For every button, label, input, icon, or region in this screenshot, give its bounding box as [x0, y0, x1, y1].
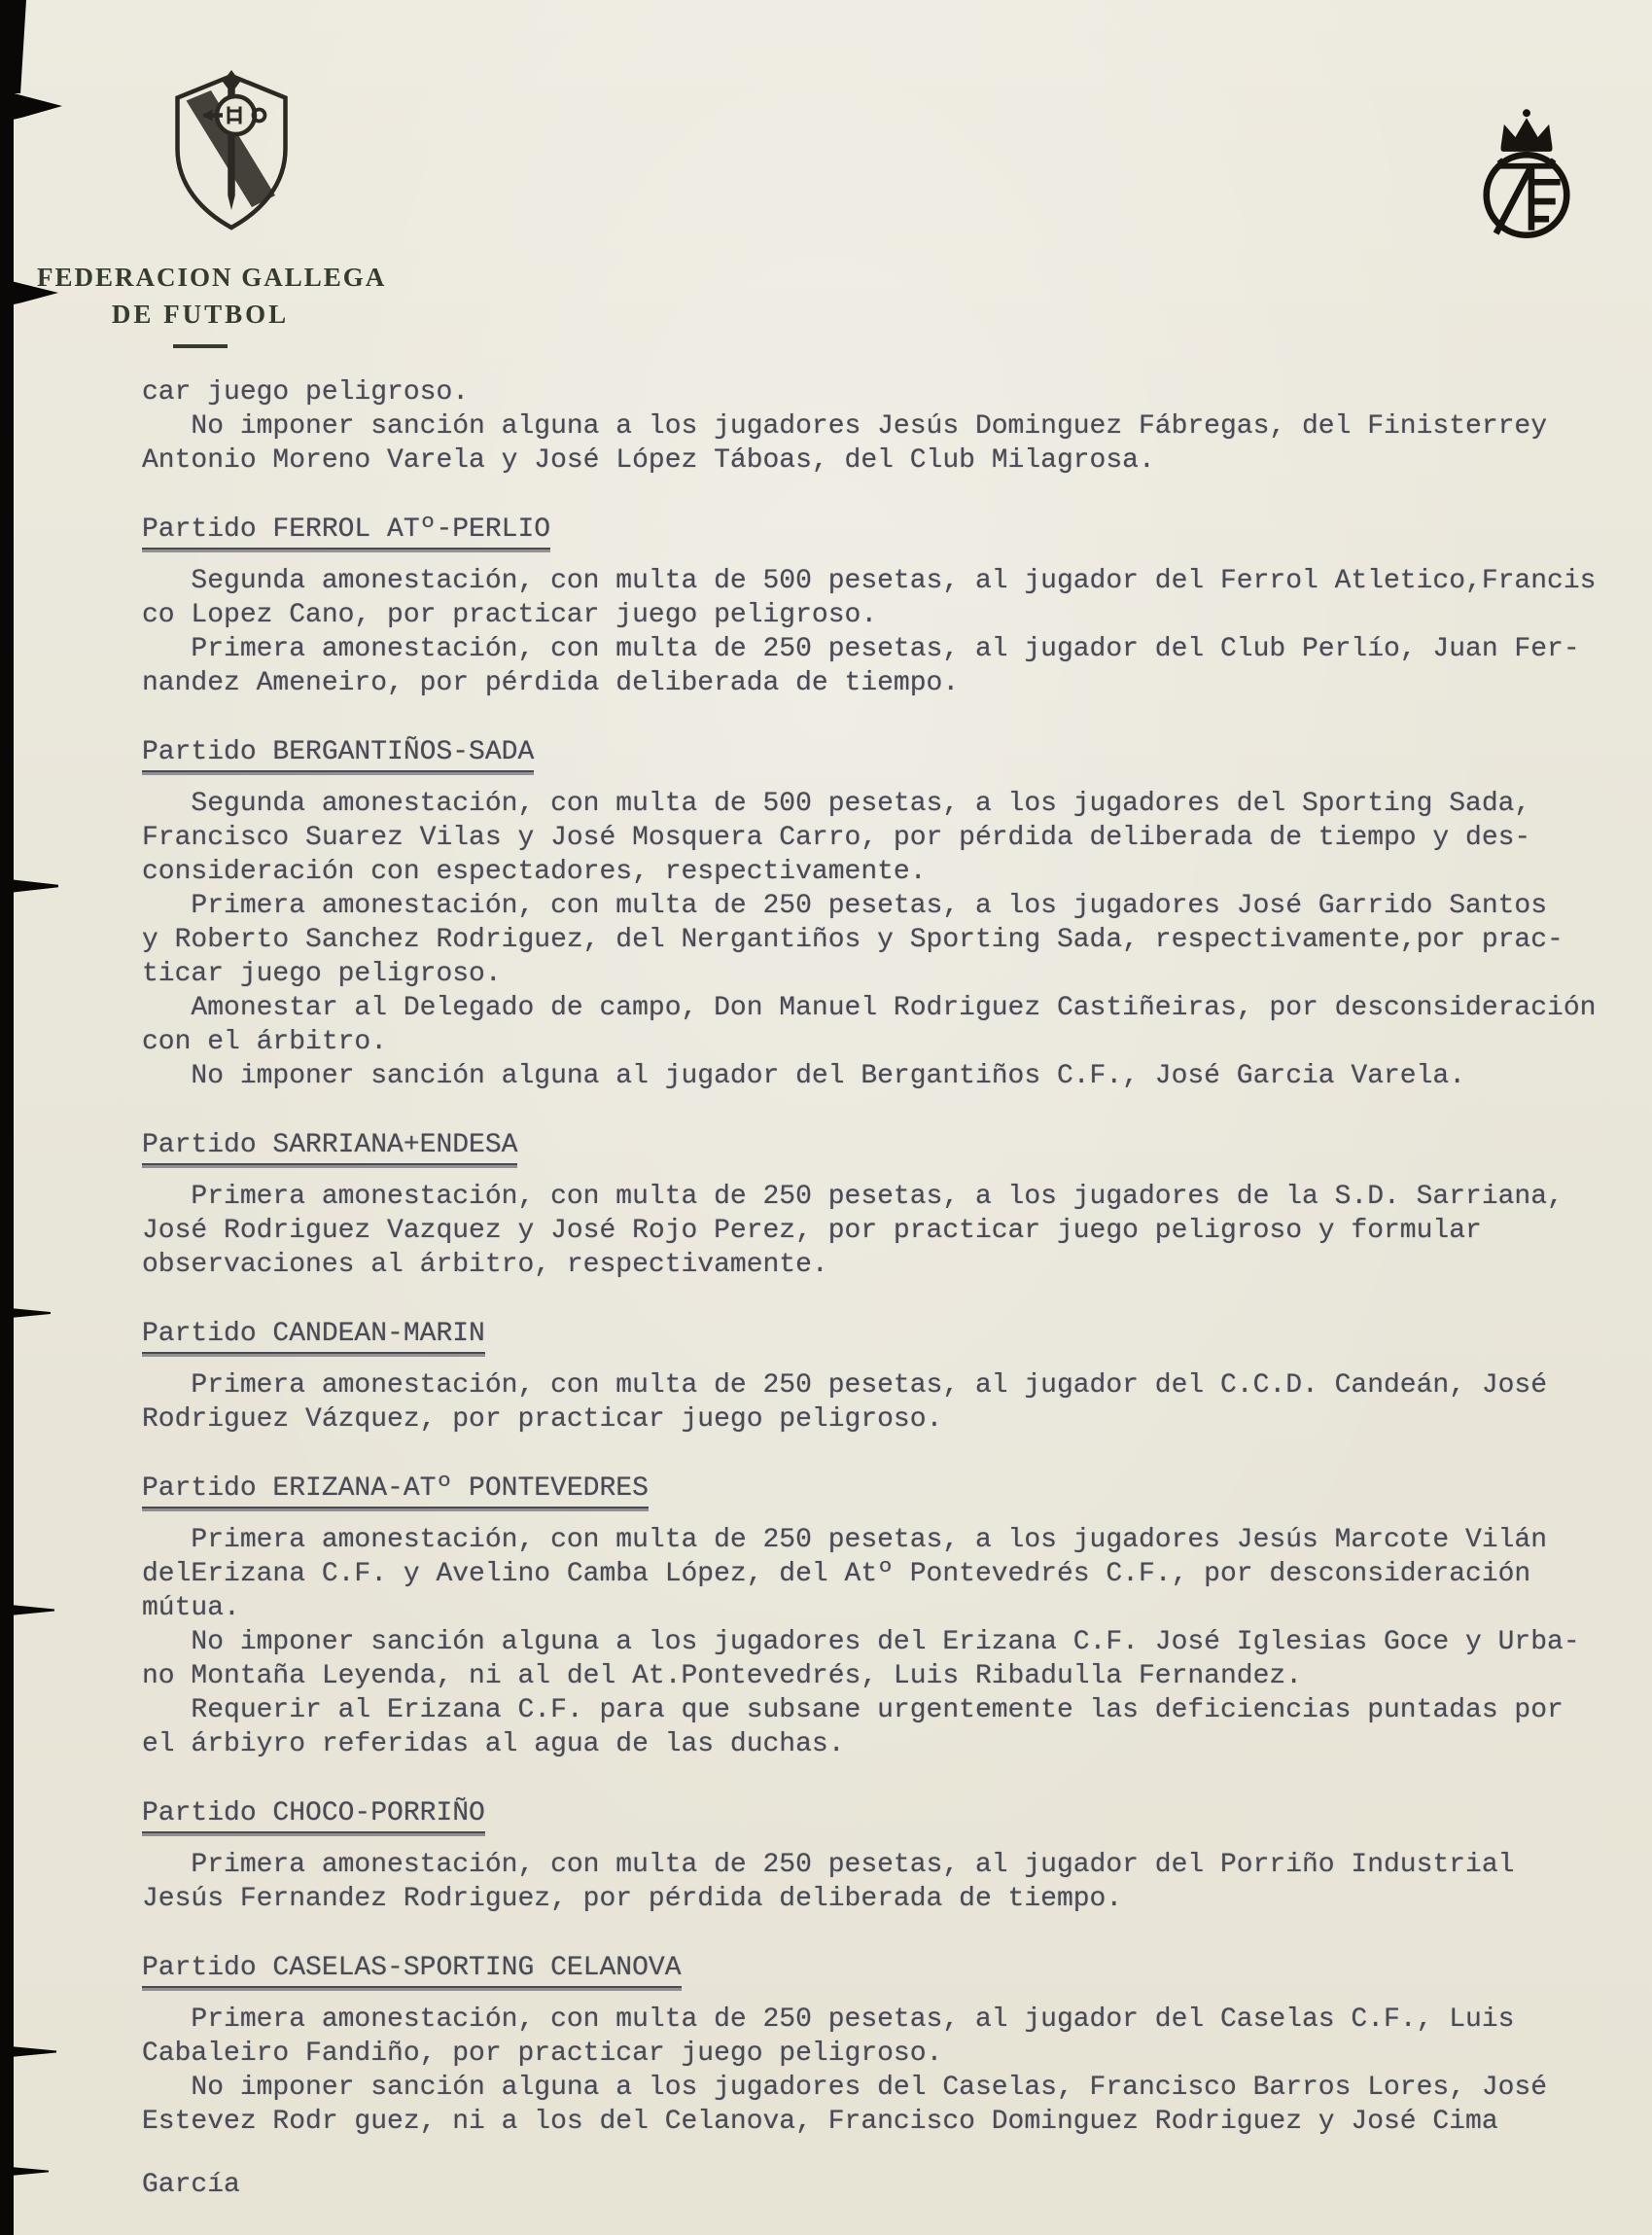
letterhead-line1: FEDERACION GALLEGA	[37, 263, 387, 292]
body-line: Primera amonestación, con multa de 250 pesetas, a los jugadores José Garrido Santos	[142, 891, 1548, 921]
body-line: Rodriguez Vázquez, por practicar juego peligroso.	[142, 1404, 943, 1435]
body-line: Cabaleiro Fandiño, por practicar juego peligroso.	[142, 2039, 943, 2069]
section-heading: Partido CANDEAN-MARIN	[142, 1317, 485, 1354]
body-line: observaciones al árbitro, respectivamente.	[142, 1250, 828, 1280]
section-choco-porrino	[142, 1796, 1625, 1916]
body-line: No imponer sanción alguna a los jugadores del Caselas, Francisco Barros Lores, José	[142, 2073, 1548, 2103]
body-line: el árbiyro referidas al agua de las duchas.	[142, 1729, 845, 1759]
body-line: No imponer sanción alguna a los jugadores del Erizana C.F. José Iglesias Goce y Urba-	[142, 1627, 1580, 1657]
binding-tear	[0, 1307, 51, 1319]
body-line: Segunda amonestación, con multa de 500 pesetas, al jugador del Ferrol Atletico,Francis	[142, 566, 1597, 596]
section-heading: Partido FERROL ATº-PERLIO	[142, 513, 550, 550]
binding-tear	[0, 2166, 49, 2177]
body-line: con el árbitro.	[142, 1027, 388, 1057]
federation-shield-icon	[158, 70, 304, 238]
body-line: consideración con espectadores, respectivamente.	[142, 857, 927, 887]
body-line: Francisco Suarez Vilas y José Mosquera Carro, por pérdida deliberada de tiempo y des-	[142, 823, 1531, 853]
body-line: No imponer sanción alguna al jugador del Bergantiños C.F., José Garcia Varela.	[142, 1061, 1466, 1091]
letterhead	[37, 259, 387, 348]
section-sarriana-endesa	[142, 1128, 1625, 1282]
binding-tear	[0, 878, 58, 894]
letterhead-line2: DE FUTBOL	[111, 300, 290, 329]
section-candean-marin	[142, 1317, 1625, 1437]
section-heading: Partido SARRIANA+ENDESA	[142, 1128, 517, 1165]
body-line: Primera amonestación, con multa de 250 pesetas, al jugador del Club Perlío, Juan Fer-	[142, 634, 1580, 664]
section-heading: Partido BERGANTIÑOS-SADA	[142, 735, 534, 772]
closing-line: García	[142, 2170, 240, 2200]
body-line: no Montaña Leyenda, ni al del At.Pontevedrés, Luis Ribadulla Fernandez.	[142, 1661, 1302, 1691]
section-erizana-pontevedres	[142, 1472, 1625, 1761]
body-line: Requerir al Erizana C.F. para que subsane urgentemente las deficiencias puntadas por	[142, 1695, 1564, 1725]
binding-tear	[0, 89, 62, 123]
crowned-monogram-icon	[1470, 105, 1583, 248]
binding-tear	[0, 1604, 54, 1616]
binding-tear	[0, 2045, 56, 2058]
body-line: mútua.	[142, 1593, 240, 1623]
binding-edge	[0, 0, 14, 2235]
body-line: y Roberto Sanchez Rodriguez, del Nergantiños y Sporting Sada, respectivamente,por prac-	[142, 925, 1564, 955]
section-ferrol-perlio	[142, 513, 1625, 700]
body-line: nandez Ameneiro, por pérdida deliberada de tiempo.	[142, 668, 960, 698]
section-heading: Partido ERIZANA-ATº PONTEVEDRES	[142, 1472, 649, 1508]
section-heading: Partido CHOCO-PORRIÑO	[142, 1796, 485, 1833]
body-line: ticar juego peligroso.	[142, 959, 502, 989]
body-line: Primera amonestación, con multa de 250 pesetas, al jugador del Porriño Industrial	[142, 1850, 1515, 1880]
body-line: Antonio Moreno Varela y José López Táboas, del Club Milagrosa.	[142, 445, 1155, 476]
body-line: Primera amonestación, con multa de 250 pesetas, a los jugadores de la S.D. Sarriana,	[142, 1182, 1564, 1212]
body-line: delErizana C.F. y Avelino Camba López, del Atº Pontevedrés C.F., por desconsideración	[142, 1559, 1531, 1589]
section-bergantinos-sada	[142, 735, 1625, 1093]
body-line: Primera amonestación, con multa de 250 pesetas, al jugador del Caselas C.F., Luis	[142, 2004, 1515, 2035]
document-body	[142, 375, 1625, 2202]
body-line: No imponer sanción alguna a los jugadores Jesús Dominguez Fábregas, del Finisterrey	[142, 411, 1548, 442]
body-line: car juego peligroso.	[142, 377, 470, 408]
body-line: Jesús Fernandez Rodriguez, por pérdida deliberada de tiempo.	[142, 1884, 1123, 1914]
body-line: Primera amonestación, con multa de 250 pesetas, al jugador del C.C.D. Candeán, José	[142, 1370, 1548, 1401]
body-line: Segunda amonestación, con multa de 500 pesetas, a los jugadores del Sporting Sada,	[142, 789, 1531, 819]
body-line: Primera amonestación, con multa de 250 pesetas, a los jugadores Jesús Marcote Vilán	[142, 1525, 1548, 1555]
section-caselas-celanova	[142, 1951, 1625, 2139]
body-line: co Lopez Cano, por practicar juego peligroso.	[142, 600, 878, 630]
body-line: José Rodriguez Vazquez y José Rojo Perez, por practicar juego peligroso y formular	[142, 1216, 1482, 1246]
letterhead-rule	[173, 344, 228, 348]
section-heading: Partido CASELAS-SPORTING CELANOVA	[142, 1951, 682, 1988]
binding-edge-corner	[0, 0, 26, 93]
body-line: Amonestar al Delegado de campo, Don Manuel Rodriguez Castiñeiras, por desconsideración	[142, 993, 1597, 1023]
body-line: Estevez Rodr guez, ni a los del Celanova, Francisco Dominguez Rodriguez y José Cima	[142, 2107, 1498, 2137]
